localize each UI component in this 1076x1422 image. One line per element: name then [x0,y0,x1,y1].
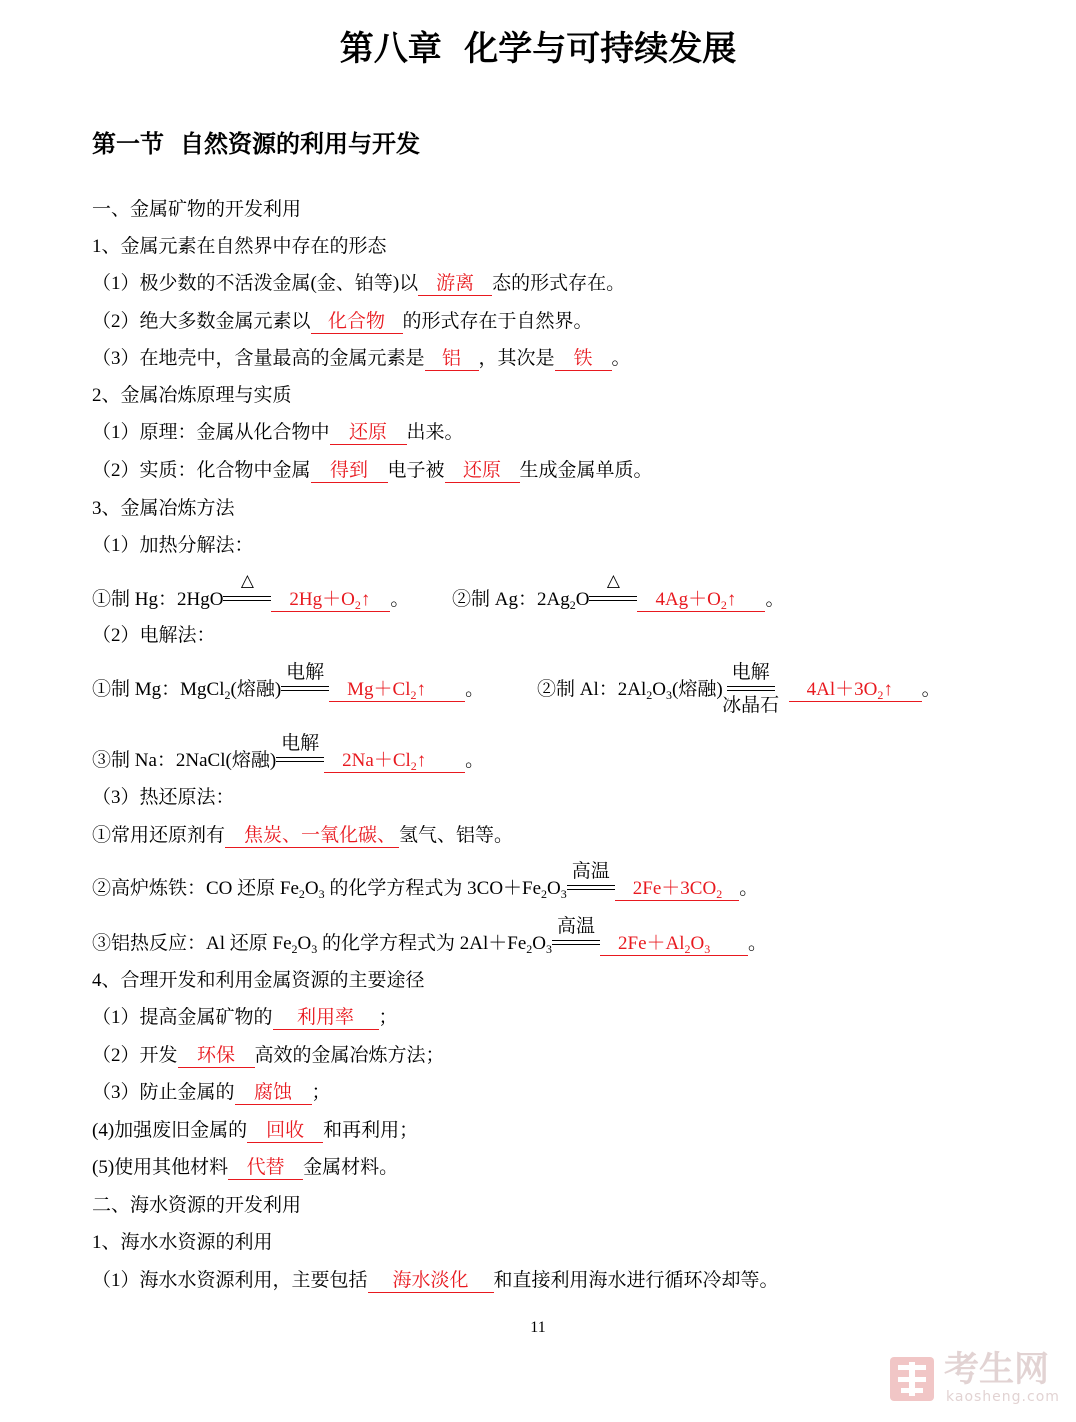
item-text: 生成金属单质。 [519,460,653,481]
equation-label: O [547,878,561,899]
item-text: 电子被 [387,460,445,481]
part1-heading: 一、金属矿物的开发利用 [92,199,302,220]
answer-text: 2Fe＋Al [618,933,685,954]
equation-label: ①制 Hg：2HgO [92,589,224,610]
part2-heading: 二、海水资源的开发利用 [92,1195,302,1216]
answer-text: ↑ [883,679,893,700]
kaosheng-logo-icon [889,1356,935,1402]
double-line [727,686,775,691]
subscript: 2 [541,887,548,901]
period: 。 [765,589,785,610]
subscript: 2 [646,688,653,702]
item-text: （1）极少数的不活泼金属(金、铂等)以 [92,273,419,294]
reaction-condition: 高温 [571,861,610,882]
subscript: 2 [569,598,576,612]
reaction-condition: 电解 [281,733,320,754]
item-text: （3）防止金属的 [92,1082,235,1103]
answer-blank: 回收 [247,1120,323,1143]
reaction-sign [567,861,615,894]
item-text: 态的形式存在。 [492,273,626,294]
item-text: ，其次是 [478,348,555,369]
subscript: 3 [318,887,325,901]
item-text: （1）原理：金属从化合物中 [92,422,330,443]
subscript: 2 [410,688,417,702]
item-text: (5)使用其他材料 [92,1157,229,1178]
period: 。 [390,589,410,610]
subscript: 2 [877,688,884,702]
fill-item-crust-metals [92,347,631,371]
reaction-sign [722,662,780,716]
answer-blank [324,750,465,773]
item-text: （1）提高金属矿物的 [92,1007,273,1028]
answer-blank: 得到 [311,460,388,483]
item-text: (4)加强废旧金属的 [92,1120,248,1141]
answer-text: 2Hg＋O [289,589,355,610]
page-number: 11 [530,1319,546,1336]
equation-label: ②制 Ag：2Ag [452,589,570,610]
equation-blast-furnace [92,861,759,901]
period: 。 [465,750,485,771]
subscript: 3 [666,688,672,702]
equation-mg [92,662,485,702]
answer-text: ↑ [416,750,427,771]
period: 。 [739,878,759,899]
fill-item-utilization [92,1006,398,1030]
fill-item-substitute [92,1156,398,1180]
reaction-sign [552,916,600,949]
answer-text: ↑ [416,679,427,700]
double-line [281,686,329,691]
item-text: （2）绝大多数金属元素以 [92,311,311,332]
answer-blank [600,933,748,956]
answer-text: O [690,933,705,954]
method1-heading: （1）加热分解法： [92,535,254,556]
subscript: 2 [684,942,691,956]
fill-item-reducers [92,824,513,848]
subscript: 2 [291,942,298,956]
topic1-heading: 1、金属元素在自然界中存在的形态 [92,236,387,257]
subscript: 2 [716,887,723,901]
equation-label: 的化学方程式为 3CO＋Fe [324,878,542,899]
double-line [567,885,615,890]
item-text: ； [378,1007,398,1028]
equation-label: O [652,679,666,700]
fill-item-principle [92,421,464,445]
equation-label: ①制 Mg：MgCl [92,679,225,700]
method2-heading: （2）电解法： [92,625,216,646]
answer-blank: 海水淡化 [368,1270,494,1293]
watermark-url: kaosheng.com [946,1389,1060,1405]
answer-blank [329,679,465,702]
answer-text: ↑ [360,589,371,610]
equation-label: O [297,933,312,954]
reaction-sign [223,571,271,605]
subscript: 2 [526,942,533,956]
topic2-heading: 2、金属冶炼原理与实质 [92,385,292,406]
answer-blank: 还原 [330,422,407,445]
answer-blank: 铝 [425,348,479,371]
double-line [552,940,600,945]
answer-blank: 铁 [555,348,612,371]
fill-item-corrosion [92,1081,331,1105]
double-line [589,596,637,601]
subscript: 2 [720,598,727,612]
equation-thermite [92,916,768,956]
fill-item-recycle [92,1119,418,1143]
answer-blank: 利用率 [273,1007,379,1030]
fill-item-free-state [92,272,625,296]
item-text: ； [311,1082,331,1103]
heating-triangle-icon: △ [240,571,254,590]
item-text: 金属材料。 [303,1157,399,1178]
reaction-sign [281,662,329,695]
watermark-brand: 考生网 [944,1350,1050,1390]
subscript: 3 [704,942,711,956]
equation-label: O [304,878,319,899]
subscript: 2 [224,688,231,702]
answer-blank [615,878,739,901]
answer-text: Mg＋Cl [347,679,411,700]
answer-blank: 代替 [228,1157,303,1180]
answer-blank: 焦炭、一氧化碳、 [225,825,399,848]
answer-blank [789,679,922,702]
equation-label: ③制 Na：2NaCl(熔融) [92,750,277,771]
period: 。 [465,679,485,700]
heating-triangle-icon: △ [606,571,620,590]
item-text: 氢气、铝等。 [399,825,514,846]
equation-label: (熔融) [672,679,723,700]
double-line [223,596,271,601]
answer-blank: 还原 [445,460,520,483]
item-text: （2）开发 [92,1045,178,1066]
answer-text: 2Fe＋3CO [632,878,717,899]
reaction-sign [589,571,637,605]
item-text: ①常用还原剂有 [92,825,226,846]
chapter-title: 第八章 化学与可持续发展 [339,31,737,68]
fill-item-desalination [92,1269,779,1293]
reaction-condition: 电解 [731,662,770,683]
answer-blank [637,589,765,612]
subscript: 3 [311,942,318,956]
fill-item-eco [92,1044,445,1068]
equation-label: ②高炉炼铁：CO 还原 Fe [92,878,299,899]
item-text: 。 [611,348,631,369]
equation-hg [92,571,410,612]
answer-text: 2Na＋Cl [342,750,411,771]
subscript: 2 [354,598,361,612]
item-text: 和直接利用海水进行循环冷却等。 [493,1270,779,1291]
subscript: 3 [560,887,567,901]
reaction-sign [276,733,324,766]
equation-label: 的化学方程式为 2Al＋Fe [317,933,527,954]
answer-blank: 腐蚀 [235,1082,312,1105]
reaction-catalyst: 冰晶石 [722,695,780,716]
double-line [276,757,324,762]
reaction-condition: 电解 [286,662,325,683]
equation-label: ②制 Al：2Al [537,679,647,700]
equation-label: (熔融) [230,679,282,700]
item-text: （2）实质：化合物中金属 [92,460,311,481]
item-text: 出来。 [406,422,464,443]
period: 。 [748,933,768,954]
equation-label: ③铝热反应：Al 还原 Fe [92,933,292,954]
subscript: 2 [410,759,417,773]
answer-text: 4Ag＋O [655,589,721,610]
answer-text: 4Al＋3O [806,679,878,700]
answer-blank: 游离 [418,273,492,296]
topic3-heading: 3、金属冶炼方法 [92,498,235,519]
item-text: 的形式存在于自然界。 [402,311,593,332]
item-text: （3）在地壳中，含量最高的金属元素是 [92,348,425,369]
fill-item-essence [92,459,653,483]
equation-al [537,662,941,716]
equation-na [92,733,485,773]
part2-topic1-heading: 1、海水水资源的利用 [92,1232,273,1253]
period: 。 [921,679,941,700]
subscript: 2 [298,887,305,901]
item-text: 高效的金属冶炼方法； [254,1045,445,1066]
answer-blank [271,589,390,612]
equation-ag [452,571,785,612]
answer-text: ↑ [726,589,737,610]
fill-item-compound-state [92,310,593,334]
reaction-condition: 高温 [556,916,596,937]
section-title: 第一节 自然资源的利用与开发 [92,132,420,158]
method3-heading: （3）热还原法： [92,787,235,808]
item-text: （1）海水水资源利用，主要包括 [92,1270,368,1291]
answer-blank: 环保 [178,1045,255,1068]
equation-label: O [532,933,546,954]
equation-label: O [575,589,590,610]
topic4-heading: 4、合理开发和利用金属资源的主要途径 [92,970,425,991]
item-text: 和再利用； [323,1120,419,1141]
answer-blank: 化合物 [311,311,403,334]
subscript: 3 [546,942,552,956]
